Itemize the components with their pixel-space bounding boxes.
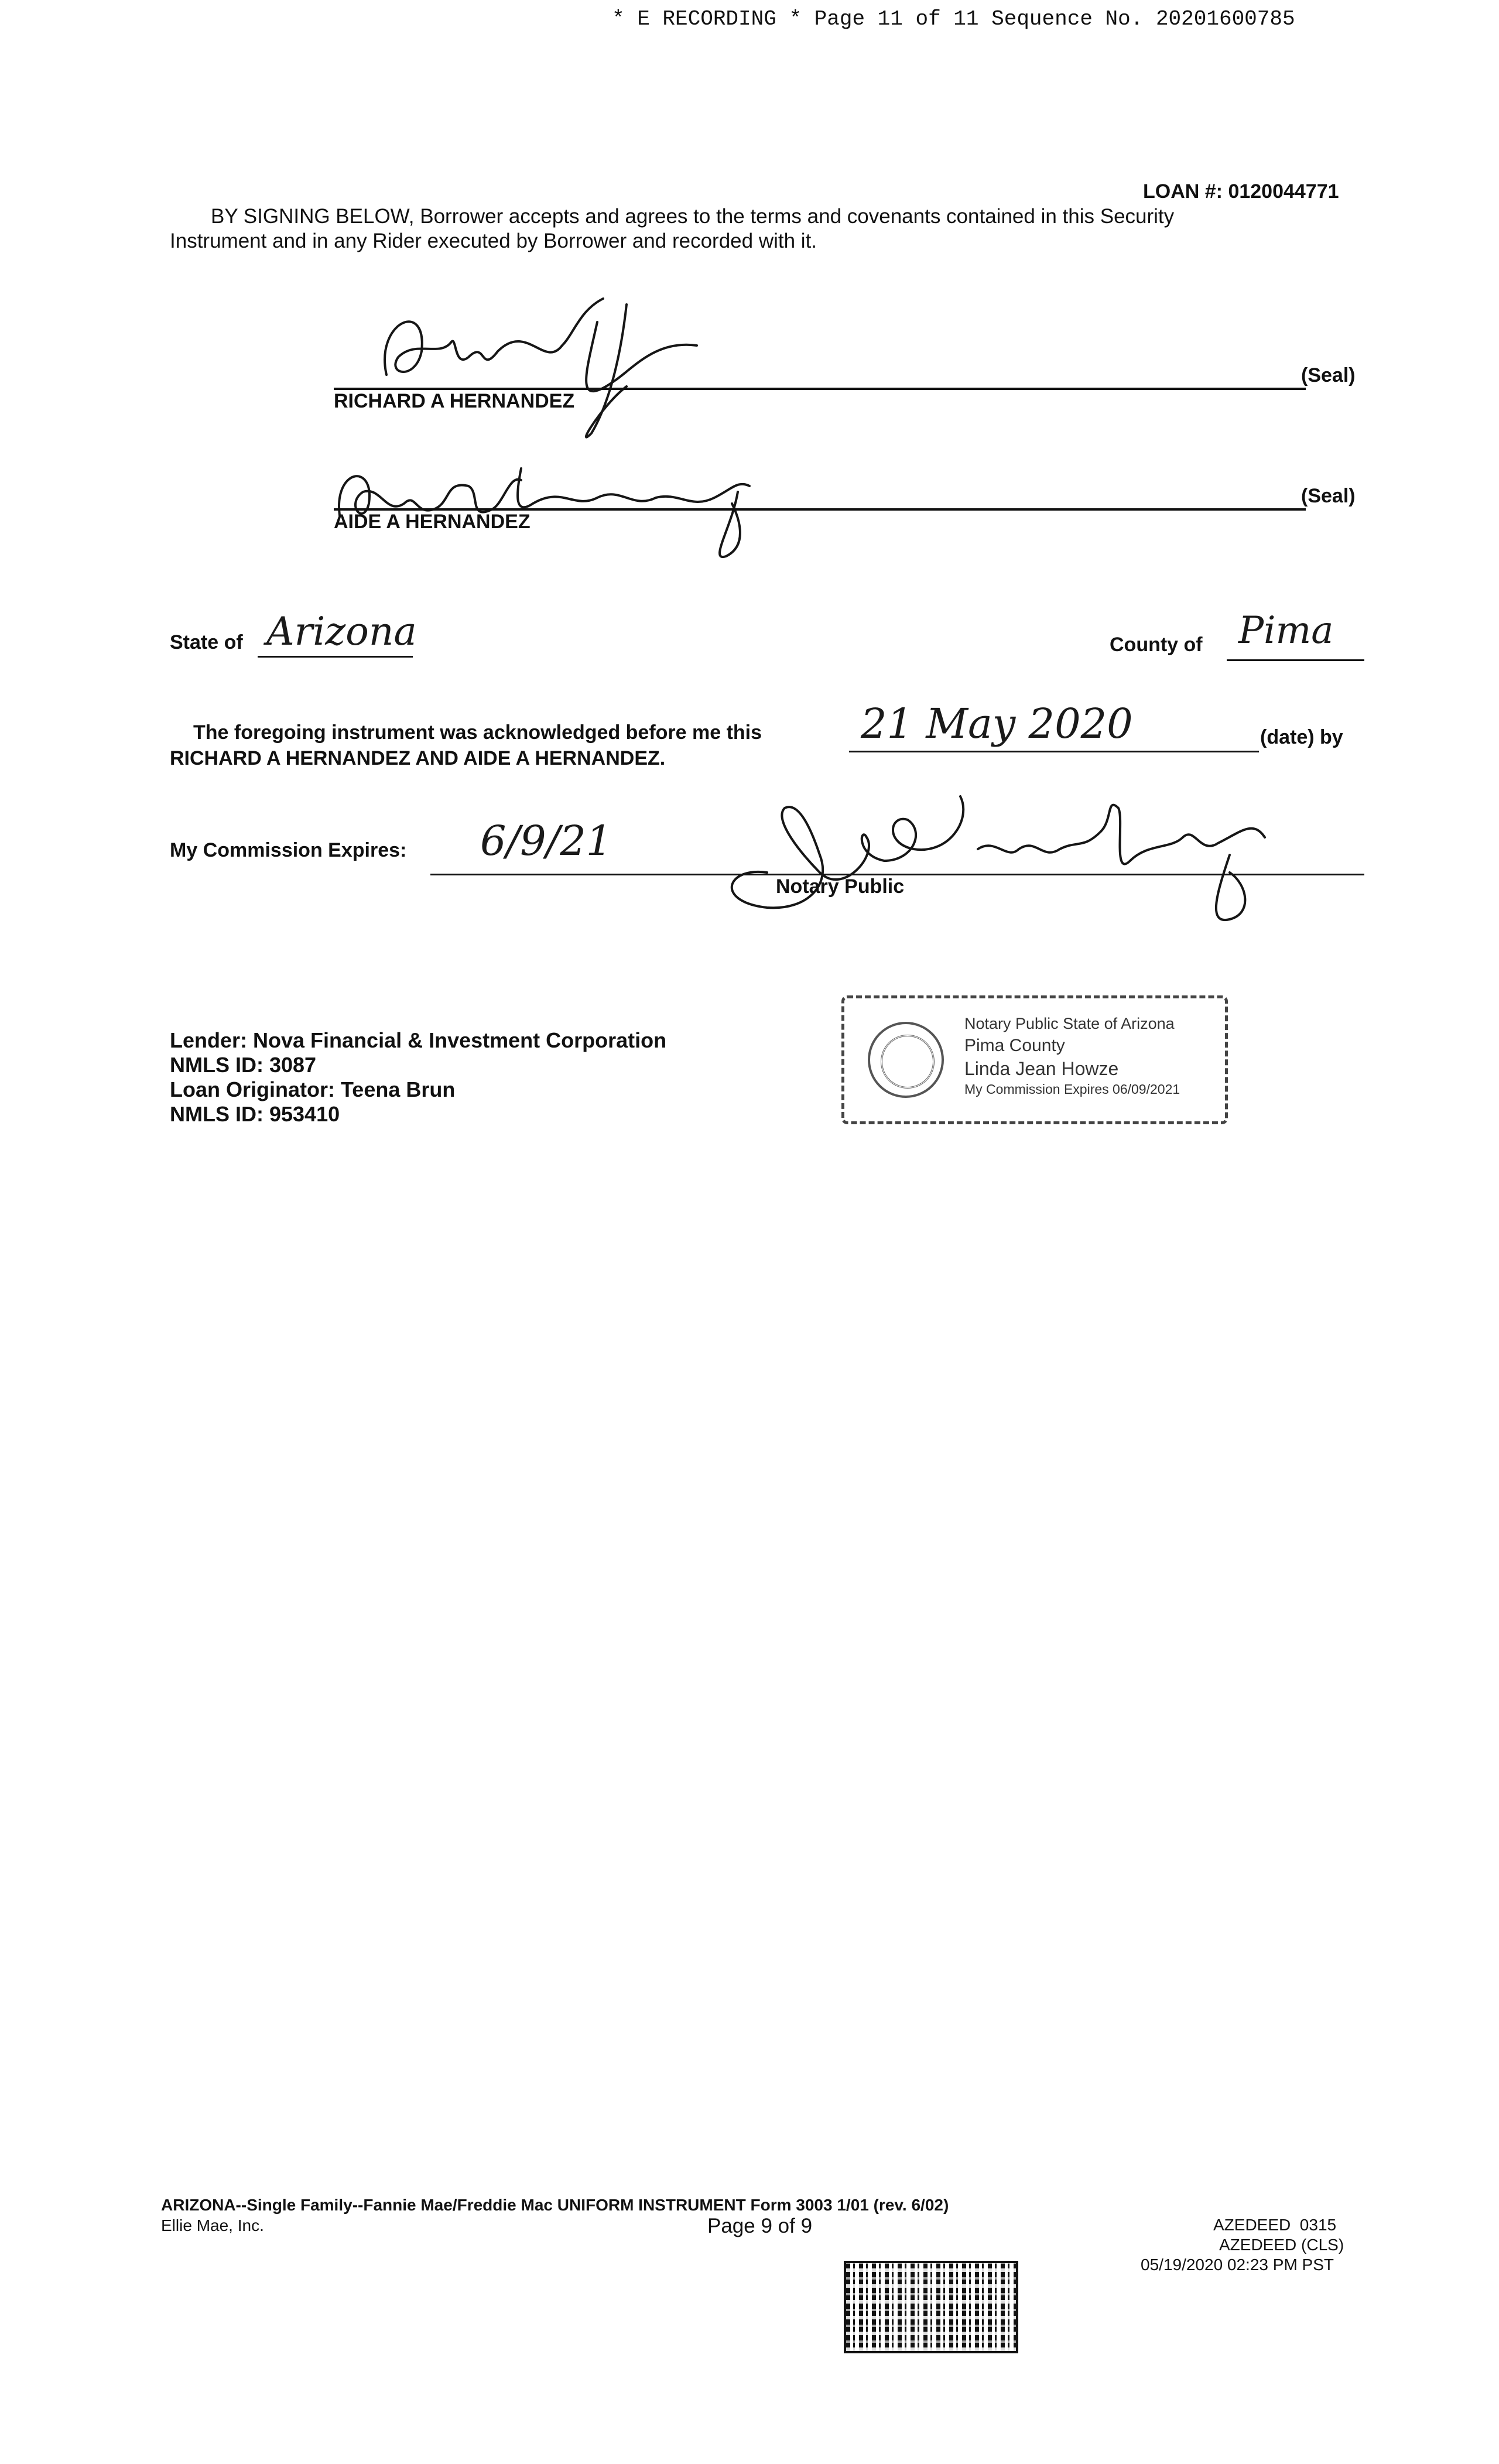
date-suffix: (date) by <box>1260 726 1343 748</box>
loan-number: LOAN #: 0120044771 <box>1143 180 1339 203</box>
acknowledged-parties: RICHARD A HERNANDEZ AND AIDE A HERNANDEZ. <box>170 747 666 769</box>
arizona-seal-icon <box>868 1022 944 1098</box>
acknowledgment-text: The foregoing instrument was acknowledged before me this <box>193 721 762 744</box>
intro-line-2: Instrument and in any Rider executed by Borrower and recorded with it. <box>170 230 817 252</box>
loan-originator: Loan Originator: Teena Brun <box>170 1077 456 1101</box>
richard-signature <box>351 287 714 439</box>
county-line <box>1227 659 1364 661</box>
acknowledgment-date: 21 May 2020 <box>861 700 1133 748</box>
stamp-line-1: Notary Public State of Arizona <box>964 1015 1175 1032</box>
borrower-2-seal: (Seal) <box>1301 485 1356 507</box>
commission-label: My Commission Expires: <box>170 839 407 861</box>
form-title: ARIZONA--Single Family--Fannie Mae/Freddie Mac UNIFORM INSTRUMENT Form 3003 1/01 (rev. 6/02) <box>161 2196 949 2214</box>
barcode-icon <box>846 2263 1016 2351</box>
borrower-1-name: RICHARD A HERNANDEZ <box>334 390 575 412</box>
county-value: Pima <box>1238 609 1334 652</box>
stamp-line-3: Linda Jean Howze <box>964 1058 1119 1079</box>
recording-header: * E RECORDING * Page 11 of 11 Sequence No. 20201600785 <box>612 7 1295 31</box>
state-label: State of <box>170 631 243 653</box>
notary-public-label: Notary Public <box>776 875 905 898</box>
commission-value: 6/9/21 <box>480 817 612 865</box>
state-value: Arizona <box>266 609 417 654</box>
footer-code-2: AZEDEED (CLS) <box>1219 2236 1344 2254</box>
originator-nmls: NMLS ID: 953410 <box>170 1102 340 1126</box>
aide-signature <box>328 445 785 562</box>
county-label: County of <box>1110 634 1203 656</box>
state-line <box>258 656 413 658</box>
notary-stamp <box>841 995 1228 1124</box>
footer-company: Ellie Mae, Inc. <box>161 2216 264 2234</box>
stamp-line-4: My Commission Expires 06/09/2021 <box>964 1082 1180 1097</box>
stamp-line-2: Pima County <box>964 1036 1065 1055</box>
borrower-2-name: AIDE A HERNANDEZ <box>334 511 531 533</box>
lender-nmls: NMLS ID: 3087 <box>170 1053 317 1077</box>
date-line <box>849 751 1259 752</box>
footer-timestamp: 05/19/2020 02:23 PM PST <box>1141 2256 1334 2274</box>
lender-line: Lender: Nova Financial & Investment Corporation <box>170 1028 667 1052</box>
footer-code-1: AZEDEED 0315 <box>1213 2216 1337 2234</box>
notary-signature <box>703 785 1288 937</box>
intro-line-1: BY SIGNING BELOW, Borrower accepts and agrees to the terms and covenants contained in this Security <box>211 205 1175 228</box>
borrower-1-seal: (Seal) <box>1301 364 1356 386</box>
footer-page-number: Page 9 of 9 <box>707 2215 813 2237</box>
